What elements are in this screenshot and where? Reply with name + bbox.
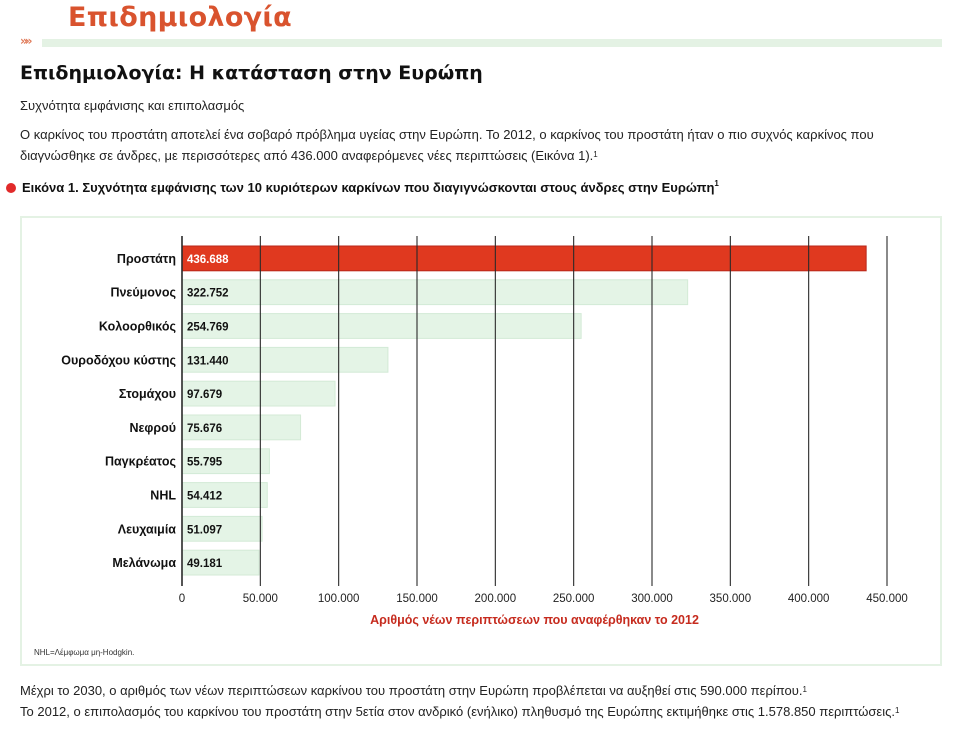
value-label-7: 54.412 (187, 490, 223, 503)
category-label-5: Νεφρού (129, 420, 176, 435)
bar-1 (182, 280, 688, 305)
figure-caption (22, 180, 719, 195)
bar-0 (182, 246, 866, 271)
value-label-5: 75.676 (187, 422, 223, 435)
value-label-6: 55.795 (187, 456, 223, 469)
section-rule (20, 36, 942, 48)
x-axis-title: Αριθμός νέων περιπτώσεων που αναφέρθηκαν το 2012 (370, 613, 699, 627)
section-title: Επιδημιολογία (68, 2, 293, 33)
intro-paragraph (20, 124, 930, 166)
figure-caption-text: Εικόνα 1. Συχνότητα εμφάνισης των 10 κυριότερων καρκίνων που διαγιγνώσκονται στους άνδρες στην Ευρώπη (22, 180, 715, 195)
chart-footnote: NHL=Λέμφωμα μη-Hodgkin. (34, 648, 135, 657)
conclusion-paragraph (20, 680, 940, 722)
bullet-dot-icon (6, 183, 16, 193)
x-tick-label-9: 450.000 (866, 593, 908, 605)
x-tick-label-2: 100.000 (317, 593, 360, 605)
value-label-4: 97.679 (187, 389, 223, 402)
x-tick-label-3: 150.000 (396, 593, 438, 605)
category-label-8: Λευχαιμία (117, 522, 176, 537)
page-subtitle: Συχνότητα εμφάνισης και επιπολασμός (20, 98, 245, 113)
x-tick-label-5: 250.000 (552, 593, 595, 605)
value-label-9: 49.181 (187, 558, 223, 571)
conclusion-reference-1: 1 (802, 685, 807, 694)
x-tick-label-7: 350.000 (709, 593, 752, 605)
x-tick-label-0: 0 (178, 593, 186, 605)
value-label-0: 436.688 (187, 253, 229, 266)
chevron-double-right-icon: »» (20, 34, 30, 48)
x-tick-label-6: 300.000 (631, 593, 673, 605)
x-tick-label-1: 50.000 (242, 593, 278, 605)
x-tick-label-4: 200.000 (474, 593, 517, 605)
category-label-6: Παγκρέατος (104, 454, 176, 469)
conclusion-text-2: Το 2012, ο επιπολασμός του καρκίνου του προστάτη στην 5ετία στον ανδρικό (ενήλικο) πληθυσμό της Ευρώπης εκτιμήθηκε στις 1.578.850 περιπτώσεις. (20, 704, 895, 719)
bar-2 (182, 314, 581, 339)
section-rule-bar (42, 39, 942, 47)
intro-reference: 1 (593, 150, 598, 159)
conclusion-text-1: Μέχρι το 2030, ο αριθμός των νέων περιπτώσεων καρκίνου του προστάτη στην Ευρώπη προβλέπεται να αυξηθεί στις 590.000 περίπου. (20, 683, 803, 698)
bar-chart (22, 218, 940, 664)
intro-text: Ο καρκίνος του προστάτη αποτελεί ένα σοβαρό πρόβλημα υγείας στην Ευρώπη. Το 2012, ο καρκίνος του προστάτη ήταν ο πιο συχνός καρκίνος που διαγνώσθηκε σε άνδρες, με περισσότερες από 436.000 αναφερόμενες νέες περιπτώσεις (Εικόνα 1). (20, 127, 874, 163)
category-label-1: Πνεύμονος (110, 285, 176, 300)
figure-caption-reference: 1 (714, 179, 719, 188)
page-title: Επιδημιολογία: Η κατάσταση στην Ευρώπη (20, 62, 483, 84)
value-label-8: 51.097 (187, 524, 223, 537)
chart-panel (20, 216, 942, 666)
category-label-4: Στομάχου (118, 387, 176, 402)
category-label-3: Ουροδόχου κύστης (61, 353, 176, 368)
category-label-9: Μελάνωμα (112, 556, 176, 571)
category-label-7: NHL (150, 488, 176, 503)
value-label-1: 322.752 (187, 287, 229, 300)
category-label-0: Προστάτη (116, 251, 176, 266)
figure-caption-row (6, 180, 719, 195)
conclusion-reference-2: 1 (894, 706, 900, 715)
category-label-2: Κολοορθικός (98, 319, 176, 334)
x-tick-label-8: 400.000 (787, 593, 830, 605)
value-label-2: 254.769 (187, 321, 229, 334)
value-label-3: 131.440 (187, 355, 229, 368)
